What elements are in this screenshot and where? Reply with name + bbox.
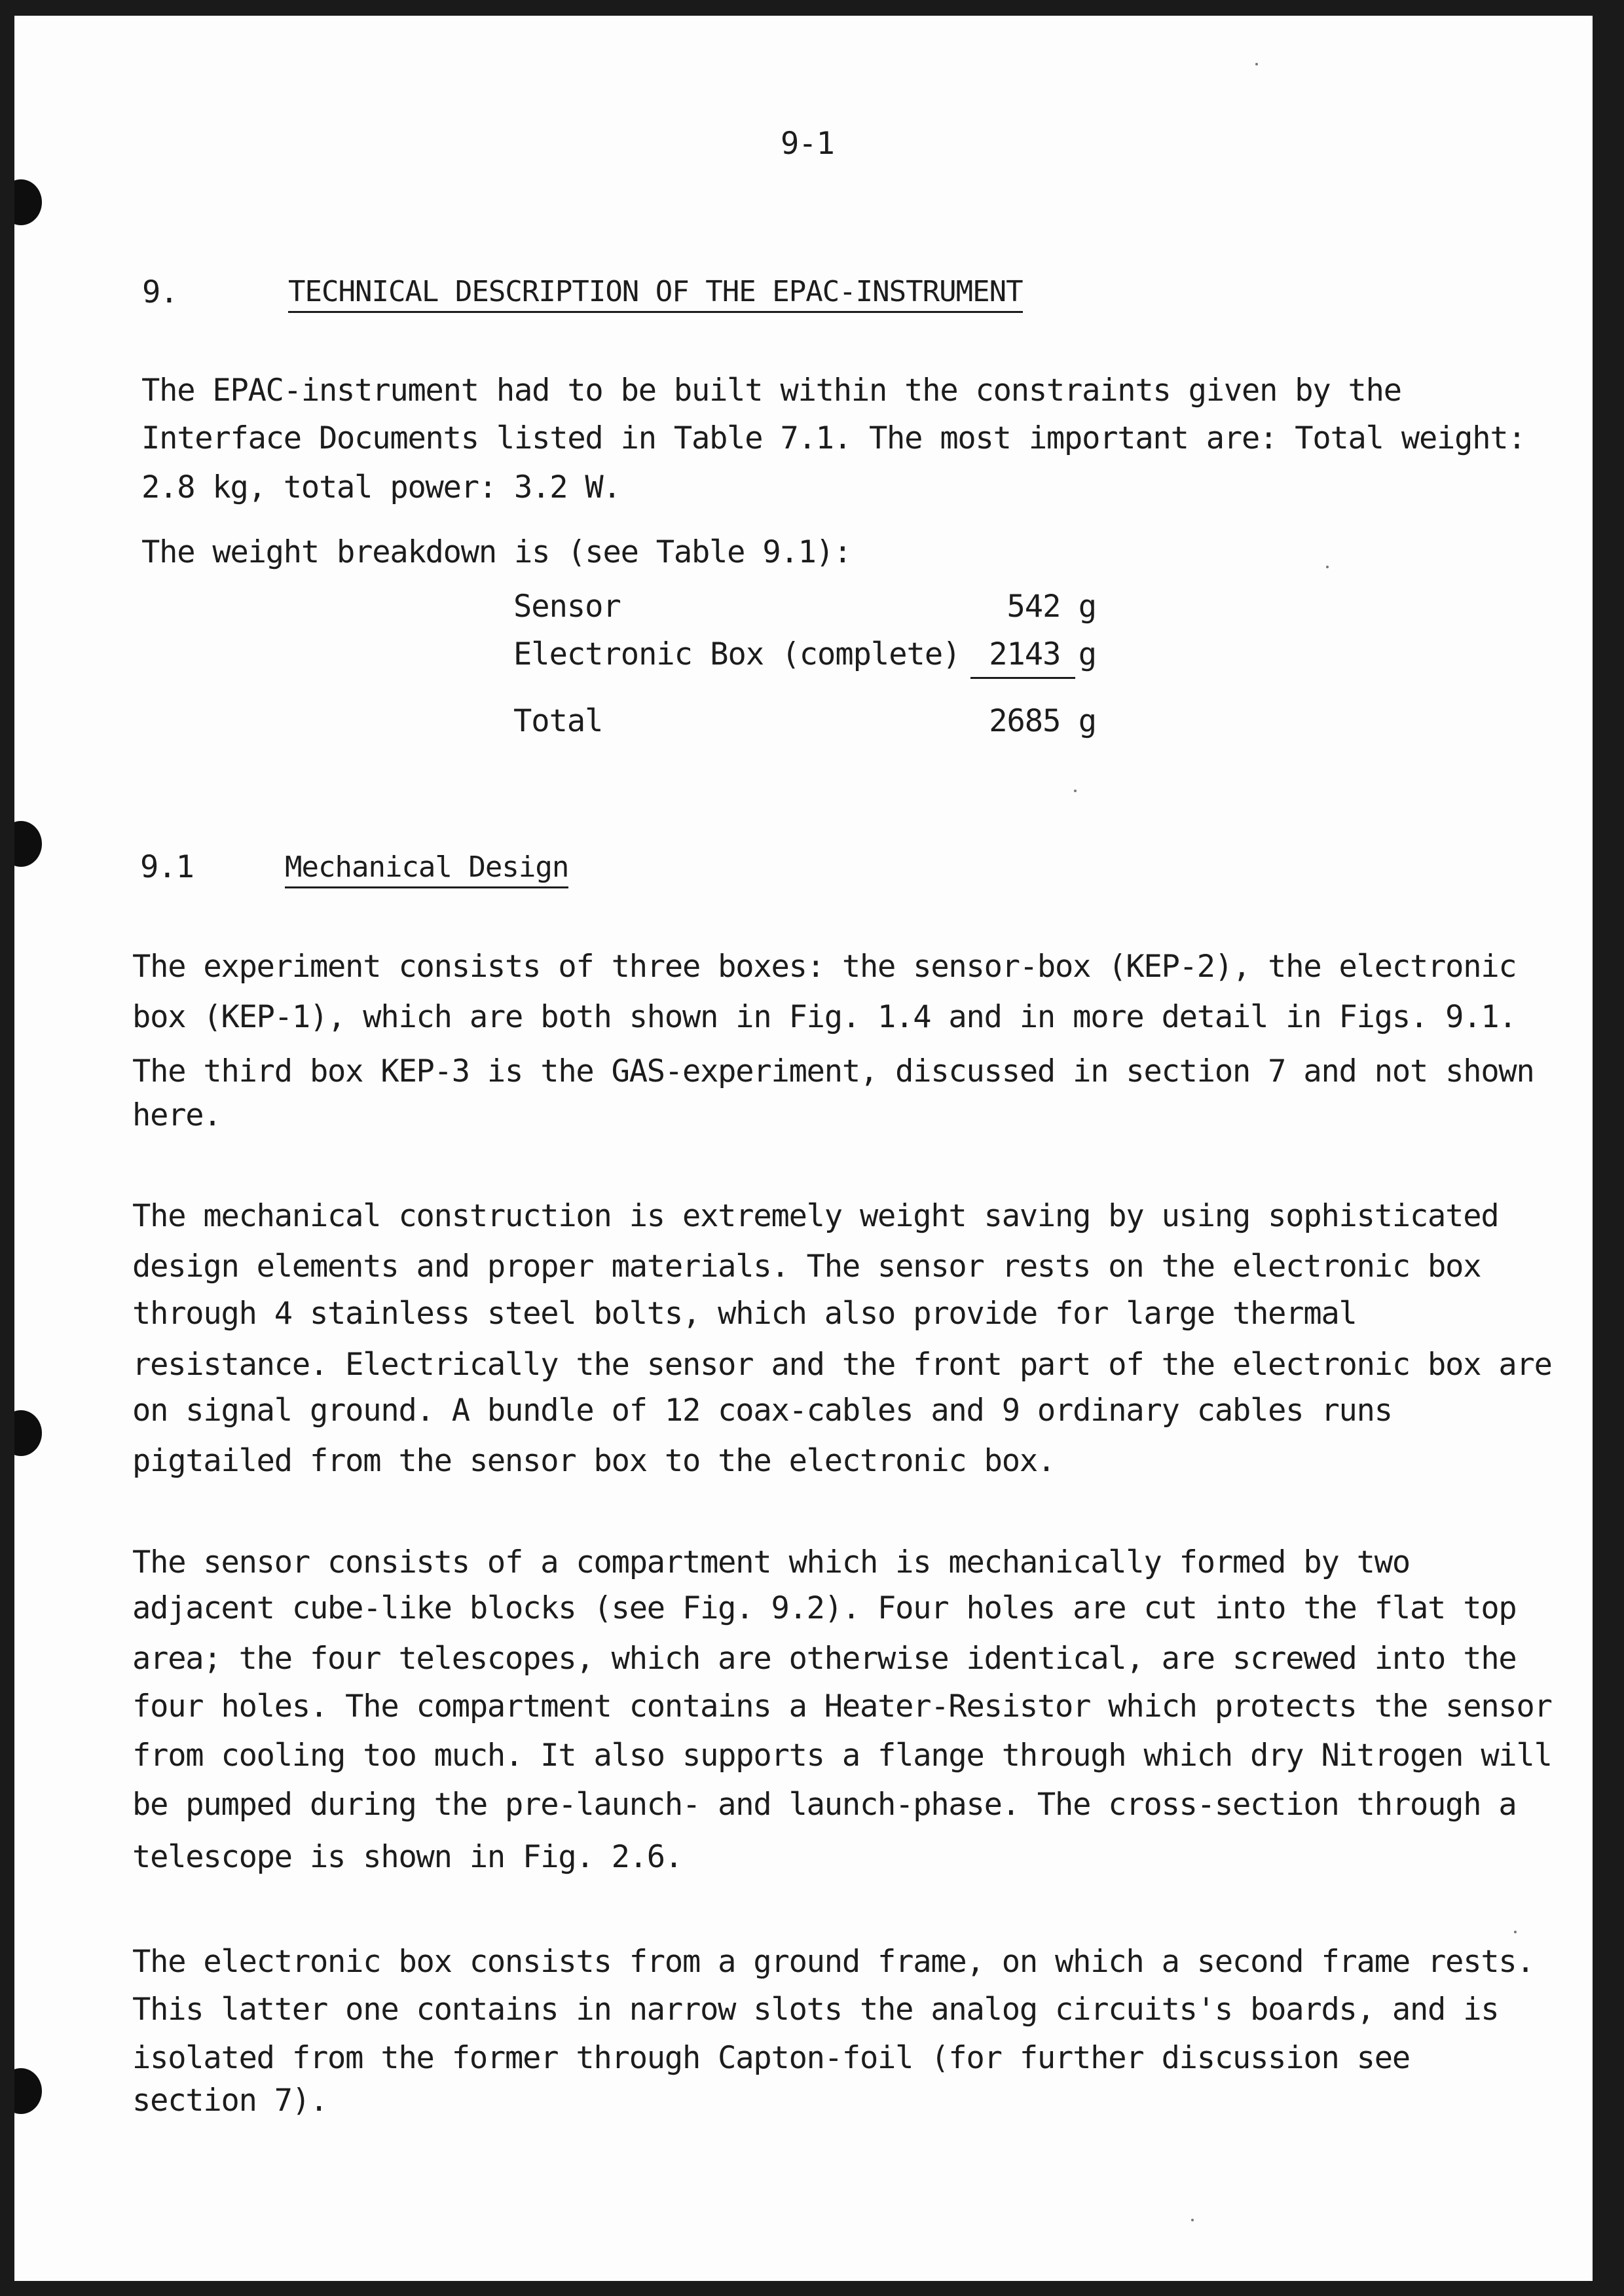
intro-line: Interface Documents listed in Table 7.1. The most important are: Total weight: (141, 420, 1526, 456)
subsection-number: 9.1 (140, 849, 194, 885)
paragraph-line: resistance. Electrically the sensor and the front part of the electronic box are (132, 1347, 1552, 1383)
speck (1326, 566, 1329, 568)
paragraph-line: telescope is shown in Fig. 2.6. (132, 1839, 682, 1875)
weight-value: 542 g (1006, 589, 1096, 625)
weight-value: 2143 g (989, 636, 1096, 672)
paragraph-line: The experiment consists of three boxes: the sensor-box (KEP-2), the electronic (132, 949, 1517, 985)
paragraph-line: here. (132, 1097, 221, 1133)
punch-hole (14, 821, 42, 867)
paragraph-line: isolated from the former through Capton-foil (for further discussion see (132, 2040, 1410, 2076)
paragraph-line: area; the four telescopes, which are otherwise identical, are screwed into the (132, 1641, 1517, 1677)
punch-hole (14, 179, 42, 225)
weight-row-total (513, 703, 1096, 742)
paragraph-line: The sensor consists of a compartment which is mechanically formed by two (132, 1544, 1410, 1580)
intro-line: The EPAC-instrument had to be built within the constraints given by the (141, 373, 1401, 409)
paragraph-line: The mechanical construction is extremely weight saving by using sophisticated (132, 1198, 1499, 1234)
section-title: TECHNICAL DESCRIPTION OF THE EPAC-INSTRUMENT (288, 275, 1023, 313)
speck (1191, 2219, 1194, 2221)
weight-item: Electronic Box (complete) (513, 636, 961, 672)
punch-hole (14, 1410, 42, 1456)
paragraph-line: section 7). (132, 2083, 328, 2119)
paragraph-line: four holes. The compartment contains a Heater-Resistor which protects the sensor (132, 1688, 1552, 1724)
sum-rule (970, 677, 1075, 679)
paragraph-line: The third box KEP-3 is the GAS-experiment, discussed in section 7 and not shown (132, 1053, 1534, 1089)
weight-row-sensor (513, 589, 1096, 628)
paragraph-line: design elements and proper materials. The sensor rests on the electronic box (132, 1248, 1481, 1285)
paragraph-line: be pumped during the pre-launch- and launch-phase. The cross-section through a (132, 1787, 1517, 1823)
weight-item: Total (513, 703, 603, 739)
speck (1255, 63, 1258, 65)
subsection-title: Mechanical Design (285, 850, 568, 888)
paragraph-line: This latter one contains in narrow slots the analog circuits's boards, and is (132, 1992, 1499, 2028)
paragraph-line: box (KEP-1), which are both shown in Fig. 1.4 and in more detail in Figs. 9.1. (132, 999, 1517, 1035)
weight-row-electronic-box (513, 636, 1096, 676)
paragraph-line: adjacent cube-like blocks (see Fig. 9.2). Four holes are cut into the flat top (132, 1590, 1517, 1626)
paragraph-line: pigtailed from the sensor box to the electronic box. (132, 1443, 1056, 1479)
intro-line: 2.8 kg, total power: 3.2 W. (141, 469, 621, 505)
page-number: 9-1 (781, 126, 834, 162)
paragraph-line: from cooling too much. It also supports a flange through which dry Nitrogen will (132, 1738, 1552, 1774)
paragraph-line: The electronic box consists from a ground frame, on which a second frame rests. (132, 1944, 1534, 1980)
weight-value: 2685 g (989, 703, 1096, 739)
speck (1514, 1931, 1517, 1933)
weight-item: Sensor (513, 589, 621, 625)
speck (1074, 790, 1077, 792)
punch-hole (14, 2068, 42, 2114)
paragraph-line: on signal ground. A bundle of 12 coax-cables and 9 ordinary cables runs (132, 1393, 1392, 1429)
document-page (14, 16, 1593, 2281)
section-number: 9. (142, 274, 178, 310)
weight-intro: The weight breakdown is (see Table 9.1): (141, 534, 851, 570)
paragraph-line: through 4 stainless steel bolts, which also provide for large thermal (132, 1296, 1357, 1332)
